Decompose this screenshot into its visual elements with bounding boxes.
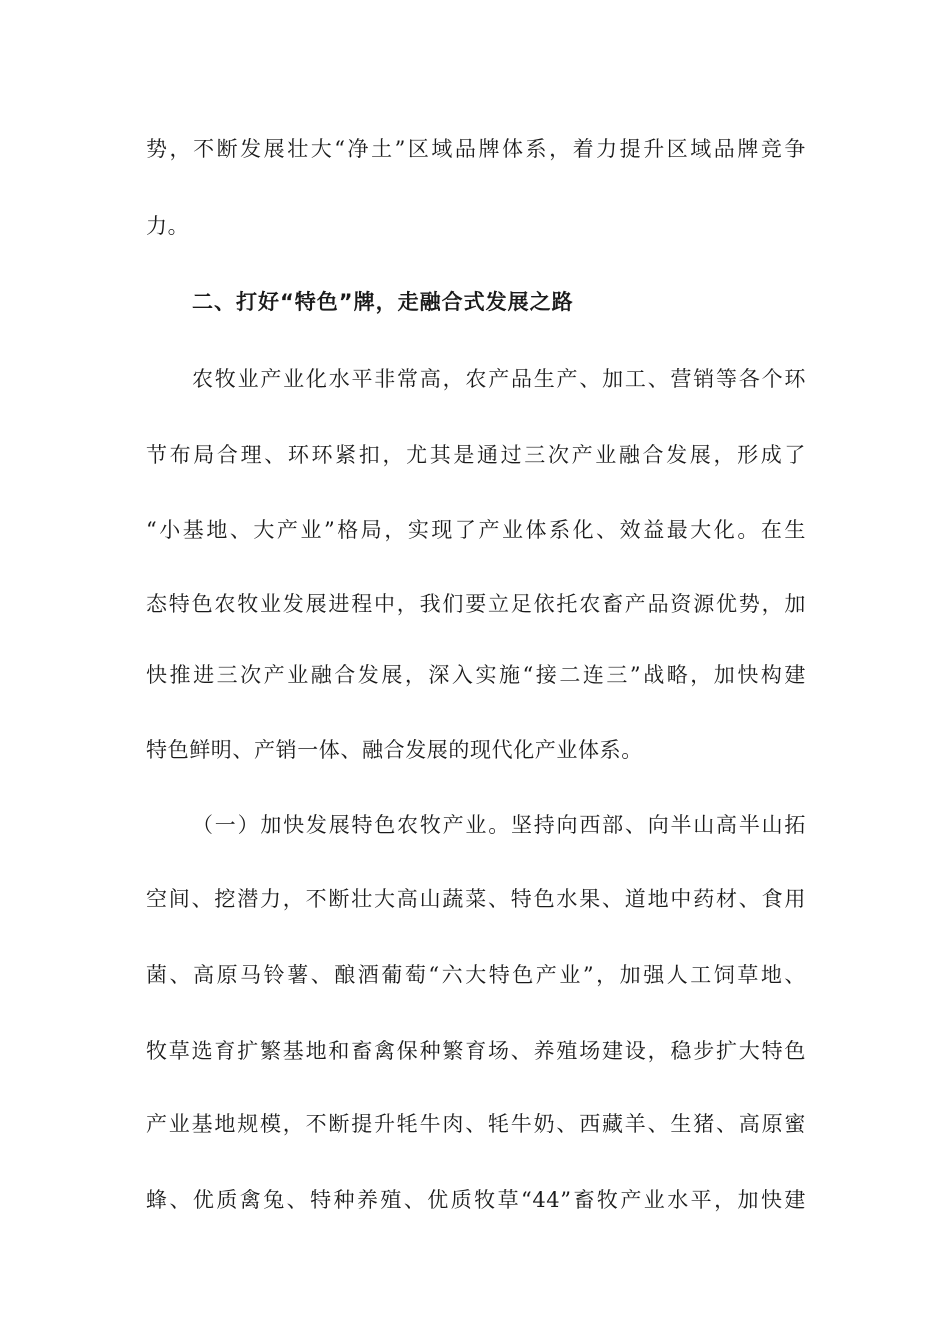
paragraph-3-line-5: 产业基地规模，不断提升牦牛肉、牦牛奶、西藏羊、生猪、高原蜜 (146, 1112, 806, 1136)
section-heading: 二、打好“特色”牌，走融合式发展之路 (192, 290, 574, 314)
paragraph-2-line-6: 特色鲜明、产销一体、融合发展的现代化产业体系。 (146, 738, 643, 762)
paragraph-2-line-1: 农牧业产业化水平非常高，农产品生产、加工、营销等各个环 (192, 367, 806, 391)
paragraph-1-line-1: 势，不断发展壮大“净土”区域品牌体系，着力提升区域品牌竞争 (146, 137, 806, 161)
paragraph-3-line-1: （一）加快发展特色农牧产业。坚持向西部、向半山高半山拓 (192, 813, 806, 837)
paragraph-3-line-3: 菌、高原马铃薯、酿酒葡萄“六大特色产业”，加强人工饲草地、 (146, 963, 806, 987)
paragraph-3-line-4: 牧草选育扩繁基地和畜禽保种繁育场、养殖场建设，稳步扩大特色 (146, 1039, 806, 1063)
paragraph-1-line-2: 力。 (146, 214, 190, 238)
paragraph-2-line-5: 快推进三次产业融合发展，深入实施“接二连三”战略，加快构建 (146, 663, 806, 687)
paragraph-2-line-2: 节布局合理、环环紧扣，尤其是通过三次产业融合发展，形成了 (146, 443, 806, 467)
paragraph-3-line-6: 蜂、优质禽兔、特种养殖、优质牧草“44”畜牧产业水平，加快建 (146, 1188, 806, 1212)
paragraph-3-line-2: 空间、挖潜力，不断壮大高山蔬菜、特色水果、道地中药材、食用 (146, 887, 806, 911)
paragraph-2-line-4: 态特色农牧业发展进程中，我们要立足依托农畜产品资源优势，加 (146, 592, 806, 616)
paragraph-2-line-3: “小基地、大产业”格局，实现了产业体系化、效益最大化。在生 (146, 518, 806, 542)
